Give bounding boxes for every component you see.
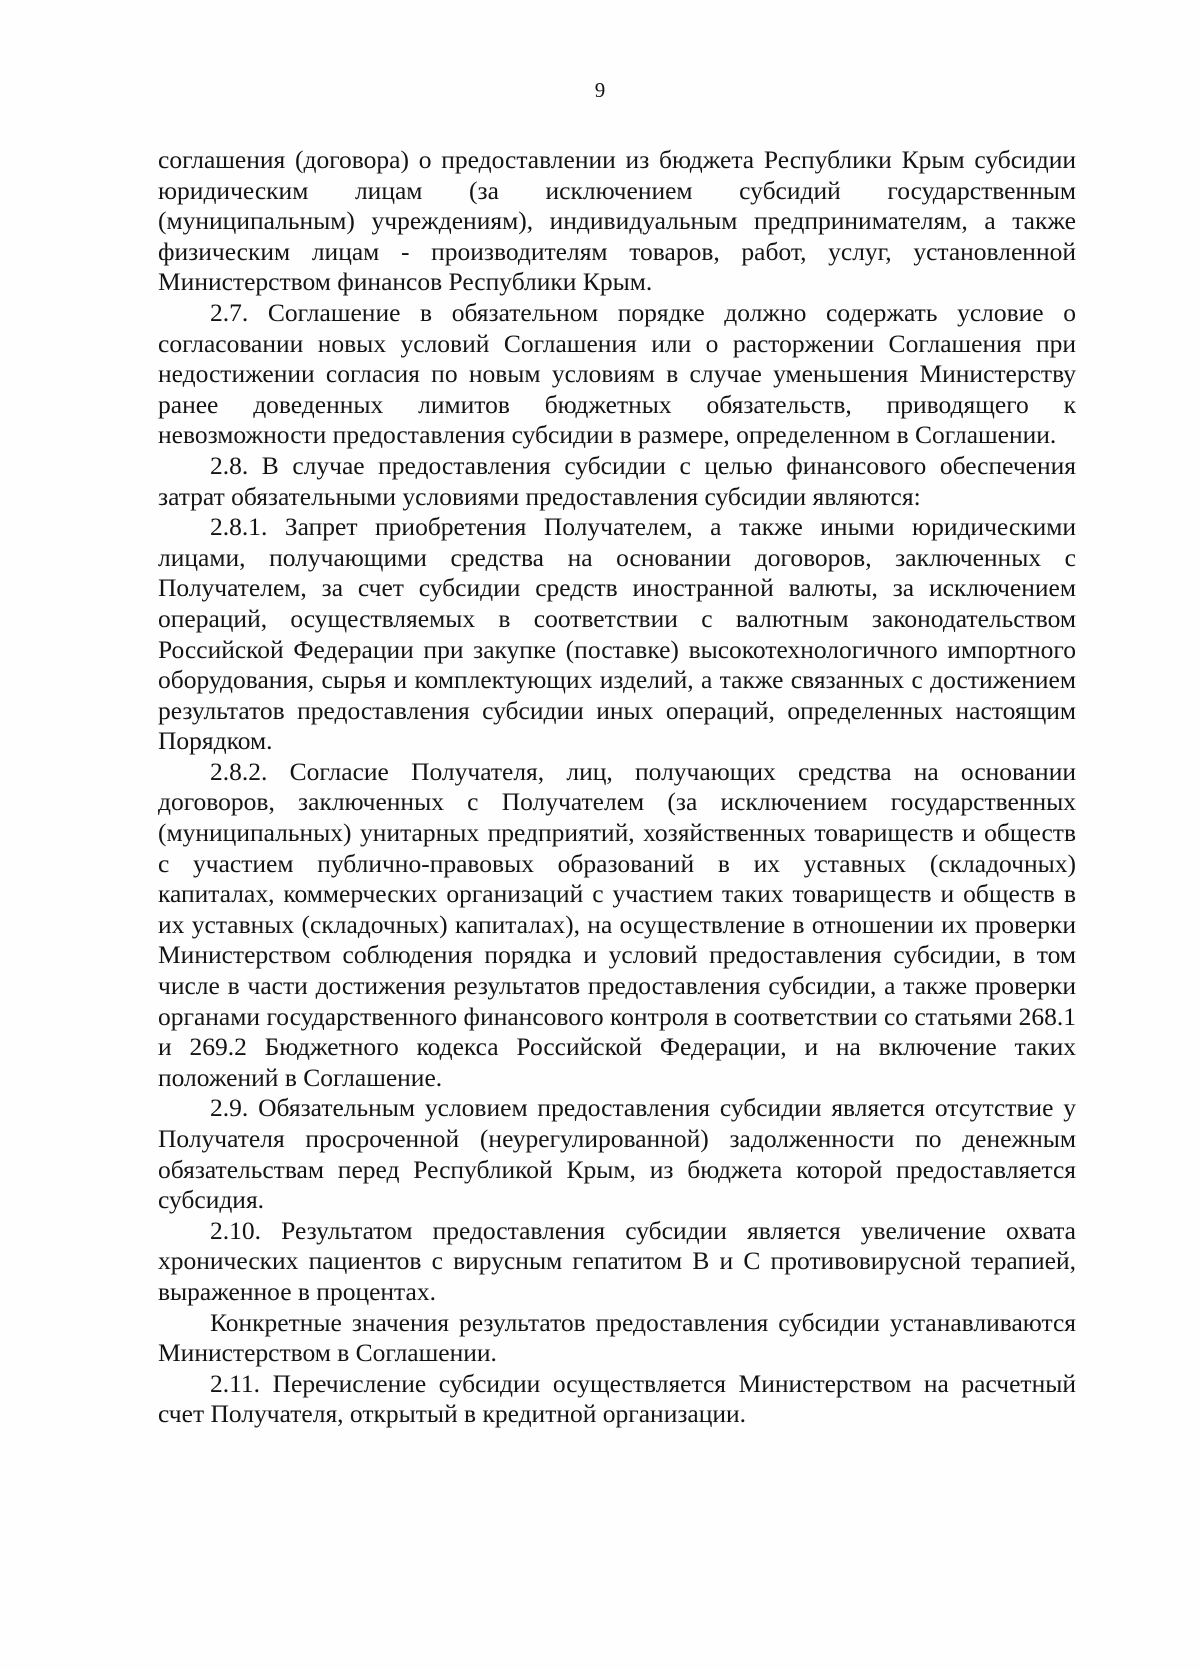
page-number: 9 xyxy=(594,78,606,102)
paragraph-result-values: Конкретные значения результатов предоставления субсидии устанавливаются Министерством в Соглашении. xyxy=(158,1307,1076,1368)
document-body xyxy=(158,145,1076,1430)
paragraph-agreement-form: соглашения (договора) о предоставлении из бюджета Республики Крым субсидии юридическим лицам (за исключением субсидий государственным (муниципальным) учреждениям), индивидуальным предпринимателям, а также физическим лицам - производителям товаров, работ, услуг, установленной Министерством финансов Республики Крым. xyxy=(158,145,1076,297)
paragraph-2-8-2: 2.8.2. Согласие Получателя, лиц, получающих средства на основании договоров, заключенных с Получателем (за исключением государственных (муниципальных) унитарных предприятий, хозяйственных товариществ и обществ с участием публично-правовых образований в их уставных (складочных) капиталах, коммерческих организаций с участием таких товариществ и обществ в их уставных (складочных) капиталах), на осуществление в отношении их проверки Министерством соблюдения порядка и условий предоставления субсидии, в том числе в части достижения результатов предоставления субсидии, а также проверки органами государственного финансового контроля в соответствии со статьями 268.1 и 269.2 Бюджетного кодекса Российской Федерации, и на включение таких положений в Соглашение. xyxy=(158,756,1076,1092)
paragraph-2-10: 2.10. Результатом предоставления субсидии является увеличение охвата хронических пациентов с вирусным гепатитом В и С противовирусной терапией, выраженное в процентах. xyxy=(158,1215,1076,1306)
paragraph-2-8: 2.8. В случае предоставления субсидии с целью финансового обеспечения затрат обязательными условиями предоставления субсидии являются: xyxy=(158,450,1076,511)
paragraph-2-8-1: 2.8.1. Запрет приобретения Получателем, а также иными юридическими лицами, получающими средства на основании договоров, заключенных с Получателем, за счет субсидии средств иностранной валюты, за исключением операций, осуществляемых в соответствии с валютным законодательством Российской Федерации при закупке (поставке) высокотехнологичного импортного оборудования, сырья и комплектующих изделий, а также связанных с достижением результатов предоставления субсидии иных операций, определенных настоящим Порядком. xyxy=(158,512,1076,756)
paragraph-2-7: 2.7. Соглашение в обязательном порядке должно содержать условие о согласовании новых условий Соглашения или о расторжении Соглашения при недостижении согласия по новым условиям в случае уменьшения Министерству ранее доведенных лимитов бюджетных обязательств, приводящего к невозможности предоставления субсидии в размере, определенном в Соглашении. xyxy=(158,297,1076,450)
paragraph-2-9: 2.9. Обязательным условием предоставления субсидии является отсутствие у Получателя просроченной (неурегулированной) задолженности по денежным обязательствам перед Республикой Крым, из бюджета которой предоставляется субсидия. xyxy=(158,1093,1076,1215)
paragraph-2-11: 2.11. Перечисление субсидии осуществляется Министерством на расчетный счет Получателя, открытый в кредитной организации. xyxy=(158,1368,1076,1429)
